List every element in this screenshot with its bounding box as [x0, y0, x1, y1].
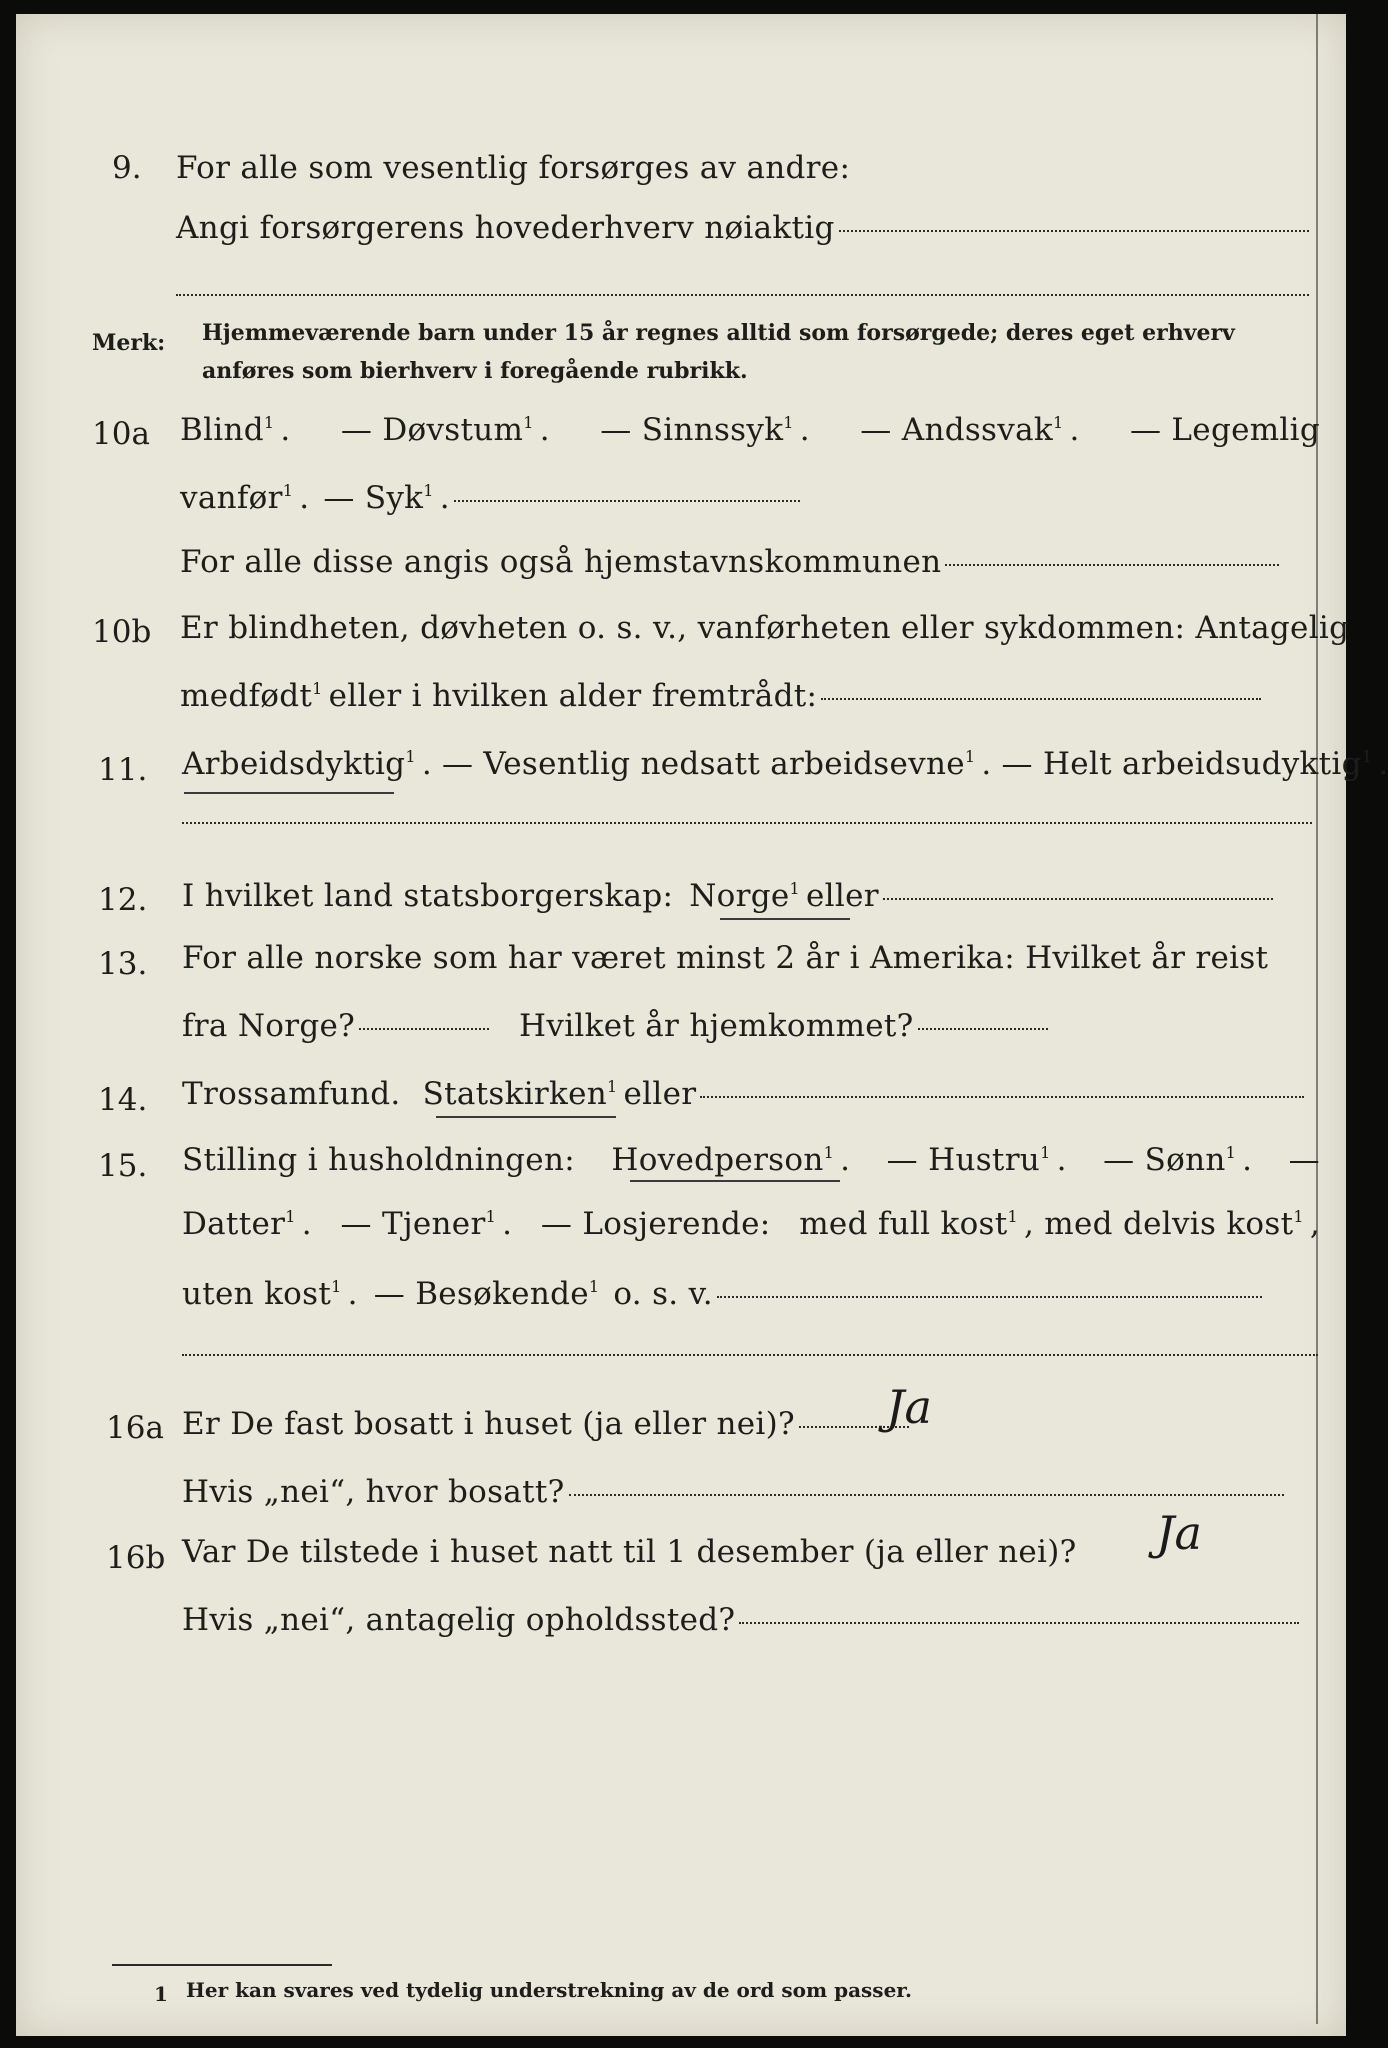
q12-handwritten-underline	[720, 918, 850, 920]
q15-text: Stilling i husholdningen:	[182, 1142, 575, 1178]
q15-losjerende: — Losjerende:	[540, 1206, 771, 1242]
q16a-where-field[interactable]	[569, 1494, 1284, 1496]
q15-line2	[182, 1206, 1320, 1242]
q16a-text1: Er De fast bosatt i huset (ja eller nei)?	[182, 1406, 795, 1442]
census-form-page	[16, 14, 1388, 2036]
q9-number: 9.	[112, 150, 142, 186]
q10a-line2	[180, 480, 800, 516]
q10a-number: 10a	[92, 416, 150, 452]
q11-blank-line[interactable]	[182, 822, 1312, 824]
q13-line2	[182, 1008, 1048, 1044]
q14-line	[182, 1076, 1304, 1112]
q11-handwritten-underline	[184, 792, 394, 794]
q10a-andssvak: — Andssvak$^1$ .	[860, 412, 1080, 448]
q15-line1	[182, 1142, 1320, 1178]
q12-eller: eller	[806, 878, 879, 914]
q14-answer-field[interactable]	[700, 1096, 1304, 1098]
q15-dash: —	[1288, 1142, 1320, 1178]
q12-number: 12.	[98, 882, 148, 918]
footnote-mark: 1	[154, 1982, 168, 2006]
merk-line2: anføres som bierhverv i foregående rubrikk.	[202, 358, 748, 384]
q15-besokende[interactable]: — Besøkende$^1$	[373, 1276, 600, 1312]
q10b-text1: Er blindheten, døvheten o. s. v., vanførheten eller sykdommen: Antagelig	[180, 610, 1350, 646]
merk-label: Merk:	[92, 330, 166, 356]
q11-line	[182, 746, 1388, 782]
q10a-line3	[180, 544, 1279, 580]
page-edge-line	[1316, 14, 1318, 2024]
q15-hovedperson[interactable]: Hovedperson$^1$ .	[611, 1142, 851, 1178]
q16b-text1: Var De tilstede i huset natt til 1 desember (ja eller nei)?	[182, 1534, 1077, 1570]
q15-hustru[interactable]: — Hustru$^1$ .	[886, 1142, 1067, 1178]
q10b-answer-field[interactable]	[821, 698, 1261, 700]
q11-number: 11.	[98, 752, 148, 788]
q15-answer-field[interactable]	[717, 1296, 1262, 1298]
q9-text2: Angi forsørgerens hovederhverv nøiaktig	[176, 210, 835, 246]
q15-line3	[182, 1276, 1262, 1312]
q16a-number: 16a	[106, 1410, 164, 1446]
q13-text2b: Hvilket år hjemkommet?	[519, 1008, 914, 1044]
q15-osv: o. s. v.	[613, 1276, 713, 1312]
q16a-text2: Hvis „nei“, hvor bosatt?	[182, 1474, 565, 1510]
q15-handwritten-underline	[630, 1180, 840, 1182]
q15-datter[interactable]: Datter$^1$ .	[182, 1206, 312, 1242]
q16b-number: 16b	[106, 1540, 166, 1576]
q10a-sinnssyk: — Sinnssyk$^1$ .	[600, 412, 810, 448]
q14-eller: eller	[623, 1076, 697, 1112]
q9-answer-field[interactable]	[839, 230, 1309, 232]
q16b-handwritten-answer: Ja	[1156, 1506, 1202, 1560]
q14-number: 14.	[98, 1082, 148, 1118]
q10a-dovstum: — Døvstum$^1$ .	[340, 412, 550, 448]
q16a-line1	[182, 1406, 909, 1442]
q10b-line1	[180, 610, 1349, 646]
merk-line1: Hjemmeværende barn under 15 år regnes alltid som forsørgede; deres eget erhverv	[202, 320, 1235, 346]
q10b-medfodt: medfødt$^1$	[180, 678, 323, 714]
q9-line1	[176, 150, 850, 186]
q13-text1: For alle norske som har været minst 2 år i Amerika: Hvilket år reist	[182, 940, 1269, 976]
q12-line	[182, 878, 1273, 914]
q13-year-left-field[interactable]	[359, 1028, 489, 1030]
q13-number: 13.	[98, 946, 148, 982]
footnote-text: Her kan svares ved tydelig understrekning av de ord som passer.	[186, 1978, 912, 2002]
q14-handwritten-underline	[436, 1116, 616, 1118]
q16a-line2	[182, 1474, 1284, 1510]
q11-arbeidsdyktig[interactable]: Arbeidsdyktig$^1$ .	[182, 746, 432, 782]
q10a-blind: Blind$^1$ .	[180, 412, 291, 448]
q12-answer-field[interactable]	[883, 898, 1273, 900]
q10a-answer-field[interactable]	[454, 500, 800, 502]
q9-blank-line[interactable]	[176, 294, 1309, 296]
footnote-rule	[112, 1964, 332, 1966]
q10a-home-field[interactable]	[945, 564, 1279, 566]
q12-text: I hvilket land statsborgerskap:	[182, 878, 674, 914]
q10a-vanfor: vanfør$^1$ .	[180, 480, 310, 516]
q10b-number: 10b	[92, 614, 152, 650]
q16b-location-field[interactable]	[739, 1622, 1299, 1624]
q15-tjener[interactable]: — Tjener$^1$ .	[340, 1206, 513, 1242]
q10b-text2: eller i hvilken alder fremtrådt:	[328, 678, 818, 714]
q15-med-full-kost[interactable]: med full kost$^1$ , med delvis kost$^1$ ,	[799, 1206, 1320, 1242]
q11-udyktig[interactable]: — Helt arbeidsudyktig$^1$ .	[1001, 746, 1388, 782]
q16b-line1	[182, 1534, 1077, 1570]
q15-uten-kost[interactable]: uten kost$^1$ .	[182, 1276, 358, 1312]
q13-year-returned-field[interactable]	[918, 1028, 1048, 1030]
q11-nedsatt[interactable]: — Vesentlig nedsatt arbeidsevne$^1$ .	[441, 746, 992, 782]
q13-line1	[182, 940, 1268, 976]
q10b-line2	[180, 678, 1261, 714]
q10a-legemlig: — Legemlig	[1129, 412, 1320, 448]
q16a-handwritten-answer: Ja	[886, 1380, 932, 1434]
q14-text: Trossamfund.	[182, 1076, 401, 1112]
q15-sonn[interactable]: — Sønn$^1$ .	[1103, 1142, 1253, 1178]
q10a-line1	[180, 412, 1320, 448]
q9-text1: For alle som vesentlig forsørges av andre:	[176, 150, 851, 186]
q16b-line2	[182, 1602, 1299, 1638]
q15-blank-line[interactable]	[182, 1354, 1318, 1356]
q13-text2a: fra Norge?	[182, 1008, 356, 1044]
q16b-text2: Hvis „nei“, antagelig opholdssted?	[182, 1602, 736, 1638]
q12-norge[interactable]: Norge$^1$	[689, 878, 801, 914]
q9-line2	[176, 210, 1309, 246]
q10a-syk: — Syk$^1$ .	[323, 480, 450, 516]
q14-statskirken[interactable]: Statskirken$^1$	[422, 1076, 618, 1112]
q10a-text3: For alle disse angis også hjemstavnskommunen	[180, 544, 942, 580]
q15-number: 15.	[98, 1148, 148, 1184]
